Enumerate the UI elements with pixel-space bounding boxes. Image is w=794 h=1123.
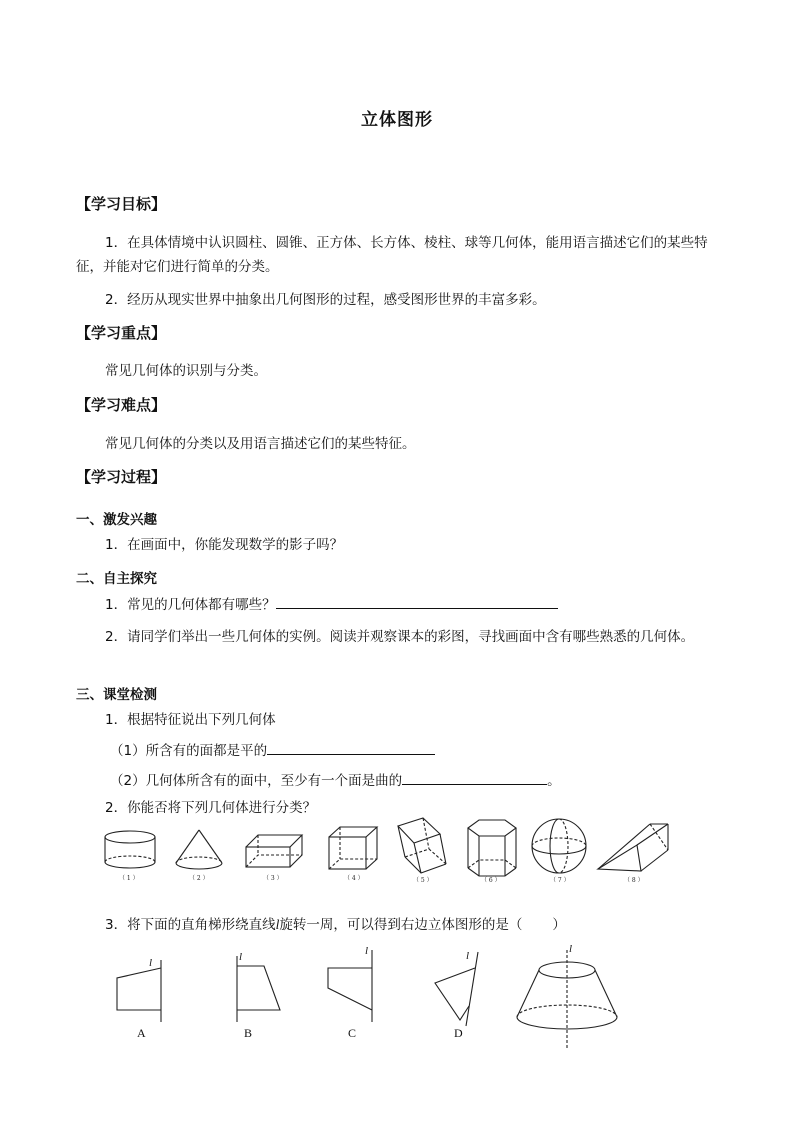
goal-item-1: 1．在具体情境中认识圆柱、圆锥、正方体、长方体、棱柱、球等几何体，能用语言描述它们的某些特征，并能对它们进行简单的分类。 bbox=[76, 235, 708, 275]
part2-heading: 二、自主探究 bbox=[76, 571, 157, 587]
part3-q1b-end: 。 bbox=[547, 773, 561, 789]
part3-heading: 三、课堂检测 bbox=[76, 687, 157, 703]
option-b-figure bbox=[237, 951, 280, 1022]
part2-q2: 2．请同学们举出一些几何体的实例。阅读并观察课本的彩图，寻找画面中含有哪些熟悉的几何体。 bbox=[105, 629, 695, 645]
shape-label-2: （ 2 ） bbox=[189, 875, 209, 882]
process-heading: 【学习过程】 bbox=[76, 468, 167, 486]
option-b-axis-label: l bbox=[239, 951, 243, 963]
goal-item-2: 2．经历从现实世界中抽象出几何图形的过程，感受图形世界的丰富多彩。 bbox=[105, 292, 546, 308]
option-a-label: A bbox=[137, 1026, 146, 1040]
difficulties-text: 常见几何体的分类以及用语言描述它们的某些特征。 bbox=[105, 436, 416, 452]
part3-q1a: （1）所含有的面都是平的 bbox=[110, 743, 268, 759]
part1-q1: 1．在画面中，你能发现数学的影子吗？ bbox=[105, 537, 344, 553]
option-d-label: D bbox=[454, 1026, 463, 1040]
key-points-heading: 【学习重点】 bbox=[76, 324, 167, 342]
part3-q3-var: l bbox=[275, 917, 280, 932]
part3-q3-before: 3．将下面的直角梯形绕直线 bbox=[105, 917, 276, 933]
part3-q1: 1．根据特征说出下列几何体 bbox=[105, 712, 276, 728]
shape-label-8: （ 8 ） bbox=[624, 877, 644, 884]
shape-label-5: （ 5 ） bbox=[413, 877, 433, 884]
part3-q1b: （2）几何体所含有的面中，至少有一个面是曲的 bbox=[110, 773, 403, 789]
part3-q2: 2．你能否将下列几何体进行分类？ bbox=[105, 800, 317, 816]
option-c-label: C bbox=[348, 1026, 357, 1040]
goals-heading: 【学习目标】 bbox=[76, 195, 167, 213]
option-d-figure bbox=[435, 950, 478, 1026]
shape-label-4: （ 4 ） bbox=[344, 875, 364, 882]
shape-label-7: （ 7 ） bbox=[550, 877, 570, 884]
part3-q3-after: 旋转一周，可以得到右边立体图形的是（ bbox=[279, 917, 523, 933]
option-c-axis-label: l bbox=[365, 945, 369, 957]
shape-label-1: （ 1 ） bbox=[119, 875, 139, 882]
option-c-figure bbox=[328, 945, 372, 1022]
shape-label-3: （ 3 ） bbox=[263, 875, 283, 882]
page-title: 立体图形 bbox=[361, 110, 433, 130]
part1-heading: 一、激发兴趣 bbox=[76, 512, 157, 528]
part3-q3-close: ） bbox=[552, 917, 566, 933]
part2-q1: 1．常见的几何体都有哪些？ bbox=[105, 597, 276, 613]
frustum-axis-label: l bbox=[569, 943, 573, 955]
key-points-text: 常见几何体的识别与分类。 bbox=[105, 363, 267, 379]
shape-label-6: （ 6 ） bbox=[481, 877, 501, 884]
option-b-label: B bbox=[244, 1026, 253, 1040]
option-a-axis-label: l bbox=[149, 957, 153, 969]
option-d-axis-label: l bbox=[466, 950, 470, 962]
option-a-figure bbox=[117, 957, 161, 1022]
difficulties-heading: 【学习难点】 bbox=[76, 396, 167, 414]
frustum-figure bbox=[517, 943, 617, 1050]
